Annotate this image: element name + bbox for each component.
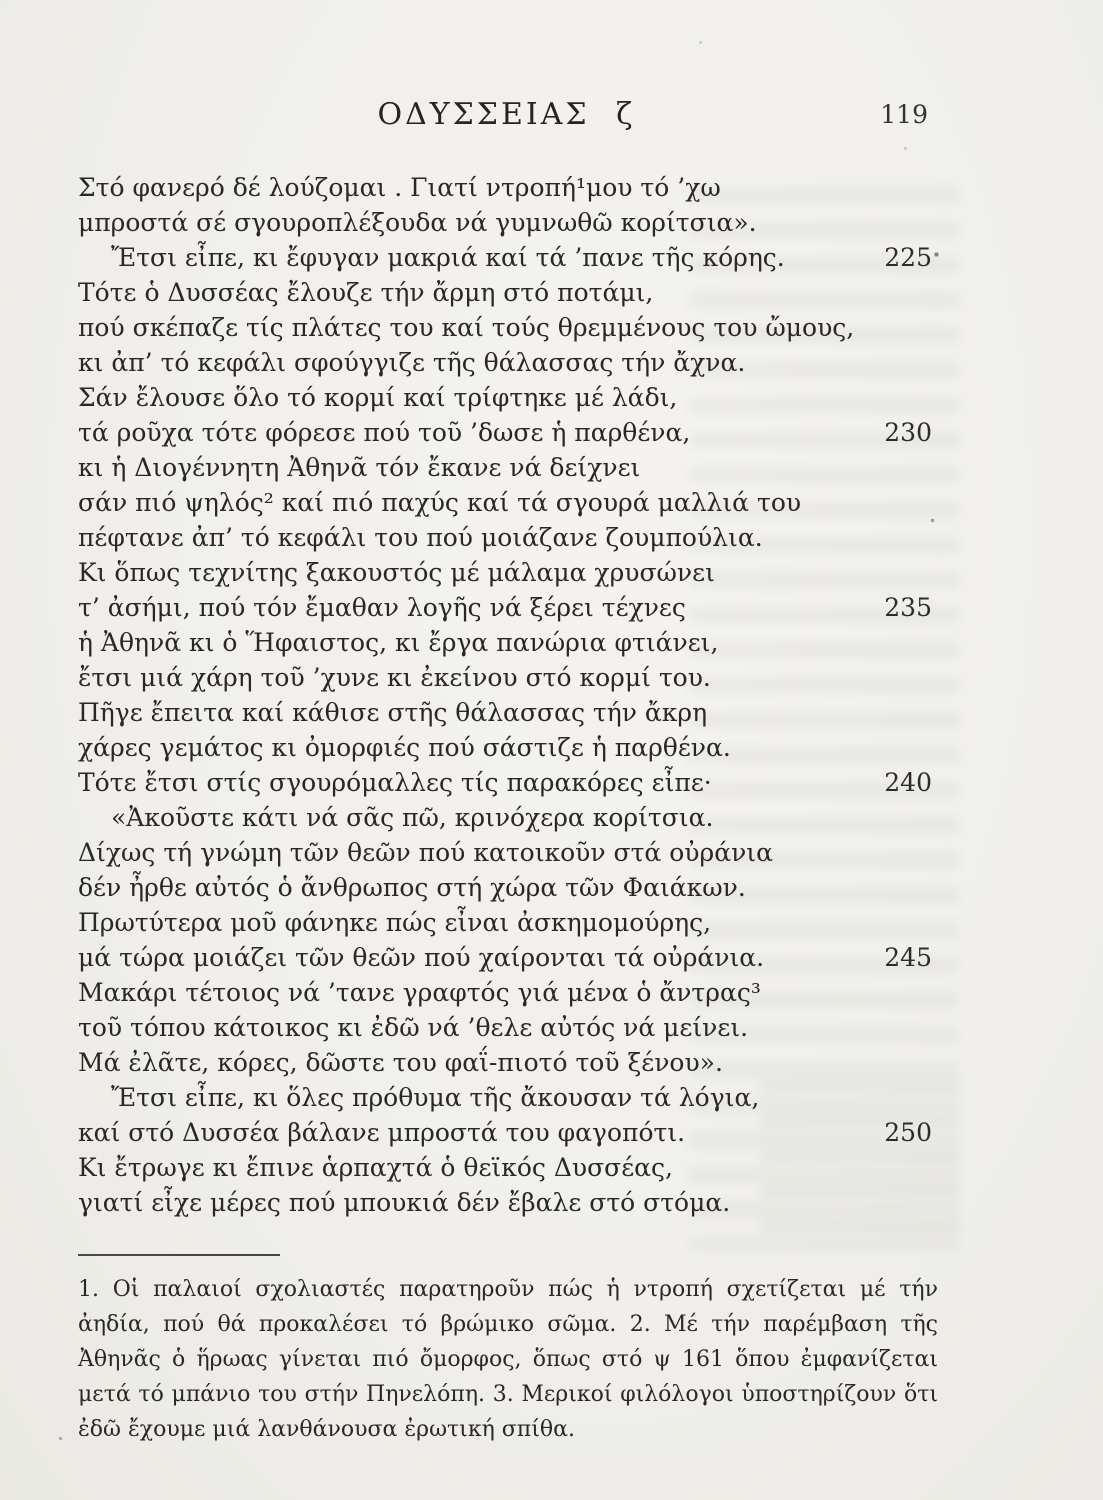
verse-line [78,1185,935,1220]
verse-line [78,730,935,765]
verse-line [78,905,935,940]
verse-text: Σάν ἔλουσε ὅλο τό κορμί καί τρίφτηκε μέ λάδι, [78,383,678,412]
verse-line [78,660,935,695]
verse-line [78,520,935,555]
verse-number: 235 [884,593,932,622]
verse-text: Ἔτσι εἶπε, κι ὅλες πρόθυμα τῆς ἄκουσαν τά λόγια, [111,1083,760,1112]
verse-text: πού σκέπαζε τίς πλάτες του καί τούς θρεμμένους του ὤμους, [78,313,855,342]
poem-text [78,170,935,1220]
verse-text: τοῦ τόπου κάτοικος κι ἐδῶ νά ’θελε αὐτός νά μείνει. [78,1013,749,1042]
verse-line [78,870,935,905]
verse-line [78,240,935,275]
verse-text: χάρες γεμάτος κι ὀμορφιές πού σάστιζε ἡ παρθένα. [78,733,731,762]
verse-line [78,835,935,870]
verse-line [78,380,935,415]
verse-text: Στό φανερό δέ λούζομαι . Γιατί ντροπή¹μου τό ’χω [78,173,721,202]
verse-line [78,485,935,520]
verse-line [78,1115,935,1150]
verse-text: Κι ὅπως τεχνίτης ξακουστός μέ μάλαμα χρυσώνει [78,558,715,587]
verse-line [78,590,935,625]
verse-line [78,800,935,835]
page-title: ΟΔΥΣΣΕΙΑΣ ζ [377,97,636,132]
footnote-separator [78,1254,280,1256]
verse-number: 240 [884,768,932,797]
verse-line [78,310,935,345]
verse-text: ἔτσι μιά χάρη τοῦ ’χυνε κι ἐκείνου στό κορμί του. [78,663,711,692]
verse-line [78,415,935,450]
verse-text: δέν ἦρθε αὐτός ὁ ἄνθρωπος στή χώρα τῶν Φαιάκων. [78,873,746,902]
verse-line [78,695,935,730]
verse-number: 225 [884,243,932,272]
verse-line [78,1045,935,1080]
verse-line [78,555,935,590]
verse-line [78,450,935,485]
verse-line [78,205,935,240]
verse-line [78,1150,935,1185]
verse-line [78,345,935,380]
verse-text: Πῆγε ἔπειτα καί κάθισε στῆς θάλασσας τήν ἄκρη [78,698,708,727]
verse-line [78,1010,935,1045]
verse-number: 230 [884,418,932,447]
verse-text: «Ἀκοῦστε κάτι νά σᾶς πῶ, κρινόχερα κορίτσια. [111,803,714,832]
verse-line [78,170,935,205]
verse-text: Μακάρι τέτοιος νά ’τανε γραφτός γιά μένα ὁ ἄντρας³ [78,978,761,1007]
verse-text: μπροστά σέ σγουροπλέξουδα νά γυμνωθῶ κορίτσια». [78,208,757,237]
verse-number: 245 [884,943,932,972]
verse-text: κι ἡ Διογέννητη Ἀθηνᾶ τόν ἔκανε νά δείχνει [78,453,641,482]
verse-text: τ’ ἀσήμι, πού τόν ἔμαθαν λογῆς νά ξέρει τέχνες [78,593,686,622]
verse-text: κι ἀπ’ τό κεφάλι σφούγγιζε τῆς θάλασσας τήν ἄχνα. [78,348,746,377]
verse-line [78,940,935,975]
footnotes: 1. Οἱ παλαιοί σχολιαστές παρατηροῦν πώς ἡ ντροπή σχετίζεται μέ τήν ἀηδία, πού θά προκαλέσει τό βρώμικο σῶμα. 2. Μέ τήν παρέμβαση τῆς Ἀθηνᾶς ὁ ἥρωας γίνεται πιό ὄμορφος, ὅπως στό ψ 161 ὅπου ἐμφανίζεται μετά τό μπάνιο του στήν Πηνελόπη. 3. Μερικοί φιλόλογοι ὑποστηρίζουν ὅτι ἐδῶ ἔχουμε μιά λανθάνουσα ἐρωτική σπίθα. [78,1277,938,1442]
verse-text: Ἔτσι εἶπε, κι ἔφυγαν μακριά καί τά ’πανε τῆς κόρης. [111,243,785,272]
verse-text: πέφτανε ἀπ’ τό κεφάλι του πού μοιάζανε ζουμπούλια. [78,523,763,552]
verse-text: Τότε ὁ Δυσσέας ἔλουζε τήν ἄρμη στό ποτάμι, [78,278,654,307]
verse-text: γιατί εἶχε μέρες πού μπουκιά δέν ἔβαλε στό στόμα. [78,1188,731,1217]
scan-specks [0,0,1,1]
verse-text: Δίχως τή γνώμη τῶν θεῶν πού κατοικοῦν στά οὐράνια [78,838,773,867]
verse-number: 250 [884,1118,932,1147]
verse-text: Κι ἔτρωγε κι ἔπινε ἁρπαχτά ὁ θεϊκός Δυσσέας, [78,1153,674,1182]
verse-line [78,625,935,660]
page-number: 119 [880,100,928,129]
verse-text: σάν πιό ψηλός² καί πιό παχύς καί τά σγουρά μαλλιά του [78,488,802,517]
verse-text: ἡ Ἀθηνᾶ κι ὁ Ἥφαιστος, κι ἔργα πανώρια φτιάνει, [78,628,719,657]
verse-text: Τότε ἔτσι στίς σγουρόμαλλες τίς παρακόρες εἶπε· [78,768,712,797]
verse-line [78,275,935,310]
verse-text: μά τώρα μοιάζει τῶν θεῶν πού χαίρονται τά οὐράνια. [78,943,765,972]
verse-line [78,1080,935,1115]
verse-line [78,975,935,1010]
verse-text: τά ροῦχα τότε φόρεσε πού τοῦ ’δωσε ἡ παρθένα, [78,418,691,447]
verse-line [78,765,935,800]
verse-text: Μά ἐλᾶτε, κόρες, δῶστε του φαΐ-πιοτό τοῦ ξένου». [78,1048,723,1077]
verse-text: καί στό Δυσσέα βάλανε μπροστά του φαγοπότι. [78,1118,686,1147]
verse-text: Πρωτύτερα μοῦ φάνηκε πώς εἶναι ἀσκημομούρης, [78,908,712,937]
